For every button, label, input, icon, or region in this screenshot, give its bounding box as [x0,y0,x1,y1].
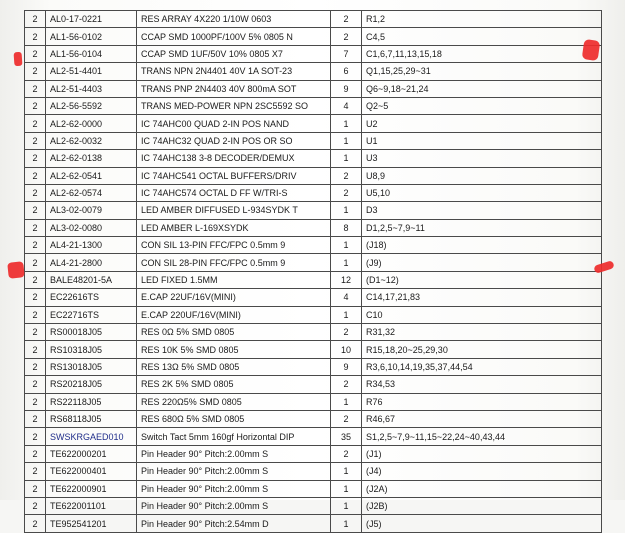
quantity-cell: 1 [331,306,362,323]
reference-designator-cell: R15,18,20~25,29,30 [362,341,602,358]
reference-designator-cell: (J5) [362,515,602,532]
reference-designator-cell: (J1) [362,445,602,462]
reference-designator-cell: U2 [362,115,602,132]
description-cell: IC 74AHC00 QUAD 2-IN POS NAND [137,115,331,132]
description-cell: CCAP SMD 1000PF/100V 5% 0805 N [137,28,331,45]
quantity-cell: 1 [331,480,362,497]
table-row [25,289,602,306]
quantity-cell: 9 [331,80,362,97]
table-row [25,184,602,201]
table-row [25,376,602,393]
reference-designator-cell: Q1,15,25,29~31 [362,63,602,80]
reference-designator-cell: R3,6,10,14,19,35,37,44,54 [362,358,602,375]
level-cell: 2 [25,515,46,532]
part-number-cell: BALE48201-5A [46,271,137,288]
description-cell: RES 2K 5% SMD 0805 [137,376,331,393]
level-cell: 2 [25,428,46,445]
reference-designator-cell: D3 [362,202,602,219]
description-cell: TRANS MED-POWER NPN 2SC5592 SO [137,97,331,114]
description-cell: CON SIL 13-PIN FFC/FPC 0.5mm 9 [137,237,331,254]
description-cell: E.CAP 220UF/16V(MINI) [137,306,331,323]
description-cell: RES 10K 5% SMD 0805 [137,341,331,358]
part-number-cell: AL2-56-5592 [46,97,137,114]
quantity-cell: 1 [331,497,362,514]
quantity-cell: 2 [331,445,362,462]
table-row [25,219,602,236]
part-number-cell: RS68118J05 [46,410,137,427]
reference-designator-cell: U8,9 [362,167,602,184]
level-cell: 2 [25,97,46,114]
table-row [25,167,602,184]
reference-designator-cell: (J4) [362,463,602,480]
table-row [25,306,602,323]
quantity-cell: 1 [331,515,362,532]
quantity-cell: 10 [331,341,362,358]
quantity-cell: 2 [331,28,362,45]
part-number-cell: RS20218J05 [46,376,137,393]
quantity-cell: 9 [331,358,362,375]
description-cell: RES 680Ω 5% SMD 0805 [137,410,331,427]
part-number-cell: RS13018J05 [46,358,137,375]
description-cell: TRANS NPN 2N4401 40V 1A SOT-23 [137,63,331,80]
part-number-cell: AL1-56-0102 [46,28,137,45]
table-row [25,28,602,45]
quantity-cell: 1 [331,202,362,219]
level-cell: 2 [25,28,46,45]
reference-designator-cell: R1,2 [362,11,602,28]
table-row [25,115,602,132]
part-number-cell: AL2-51-4401 [46,63,137,80]
description-cell: Pin Header 90° Pitch:2.54mm D [137,515,331,532]
level-cell: 2 [25,463,46,480]
red-highlight-mark [7,261,25,279]
part-number-cell: TE952541201 [46,515,137,532]
quantity-cell: 1 [331,115,362,132]
quantity-cell: 2 [331,11,362,28]
part-number-cell: TE622001101 [46,497,137,514]
reference-designator-cell: (J9) [362,254,602,271]
table-row [25,428,602,445]
reference-designator-cell: Q2~5 [362,97,602,114]
quantity-cell: 2 [331,324,362,341]
reference-designator-cell: U3 [362,150,602,167]
part-number-cell: AL2-62-0541 [46,167,137,184]
part-number-cell: AL2-62-0032 [46,132,137,149]
red-highlight-mark [582,39,601,61]
reference-designator-cell: R34,53 [362,376,602,393]
level-cell: 2 [25,237,46,254]
part-number-cell: AL4-21-2800 [46,254,137,271]
level-cell: 2 [25,132,46,149]
quantity-cell: 1 [331,463,362,480]
part-number-cell: TE622000901 [46,480,137,497]
quantity-cell: 12 [331,271,362,288]
description-cell: RES 0Ω 5% SMD 0805 [137,324,331,341]
level-cell: 2 [25,445,46,462]
reference-designator-cell: (J2A) [362,480,602,497]
level-cell: 2 [25,63,46,80]
reference-designator-cell: Q6~9,18~21,24 [362,80,602,97]
reference-designator-cell: (J18) [362,237,602,254]
table-row [25,463,602,480]
quantity-cell: 4 [331,289,362,306]
table-row [25,237,602,254]
quantity-cell: 1 [331,393,362,410]
reference-designator-cell: R76 [362,393,602,410]
part-number-cell: TE622000201 [46,445,137,462]
quantity-cell: 7 [331,45,362,62]
level-cell: 2 [25,11,46,28]
level-cell: 2 [25,410,46,427]
reference-designator-cell: C1,6,7,11,13,15,18 [362,45,602,62]
part-number-cell: AL3-02-0079 [46,202,137,219]
reference-designator-cell: U5,10 [362,184,602,201]
level-cell: 2 [25,45,46,62]
description-cell: LED AMBER DIFFUSED L-934SYDK T [137,202,331,219]
level-cell: 2 [25,219,46,236]
quantity-cell: 2 [331,410,362,427]
reference-designator-cell: U1 [362,132,602,149]
description-cell: IC 74AHC32 QUAD 2-IN POS OR SO [137,132,331,149]
level-cell: 2 [25,376,46,393]
reference-designator-cell: (D1~12) [362,271,602,288]
quantity-cell: 1 [331,254,362,271]
table-row [25,480,602,497]
table-row [25,271,602,288]
quantity-cell: 1 [331,237,362,254]
level-cell: 2 [25,324,46,341]
table-row [25,410,602,427]
part-number-cell: AL2-62-0138 [46,150,137,167]
reference-designator-cell: C10 [362,306,602,323]
reference-designator-cell: D1,2,5~7,9~11 [362,219,602,236]
reference-designator-cell: S1,2,5~7,9~11,15~22,24~40,43,44 [362,428,602,445]
description-cell: IC 74AHC138 3-8 DECODER/DEMUX [137,150,331,167]
description-cell: IC 74AHC574 OCTAL D FF W/TRI-S [137,184,331,201]
description-cell: CON SIL 28-PIN FFC/FPC 0.5mm 9 [137,254,331,271]
part-number-cell: RS22118J05 [46,393,137,410]
part-number-cell: AL2-62-0000 [46,115,137,132]
description-cell: E.CAP 22UF/16V(MINI) [137,289,331,306]
part-number-cell: EC22716TS [46,306,137,323]
description-cell: Pin Header 90° Pitch:2.00mm S [137,463,331,480]
level-cell: 2 [25,341,46,358]
quantity-cell: 2 [331,167,362,184]
table-row [25,150,602,167]
part-number-cell: AL4-21-1300 [46,237,137,254]
table-row [25,97,602,114]
part-number-cell: RS10318J05 [46,341,137,358]
level-cell: 2 [25,306,46,323]
quantity-cell: 6 [331,63,362,80]
quantity-cell: 2 [331,184,362,201]
table-row [25,202,602,219]
reference-designator-cell: C4,5 [362,28,602,45]
part-number-cell: AL0-17-0221 [46,11,137,28]
description-cell: LED AMBER L-169XSYDK [137,219,331,236]
table-row [25,11,602,28]
red-highlight-mark [14,52,23,67]
table-row [25,515,602,532]
part-number-cell: EC22616TS [46,289,137,306]
table-row [25,445,602,462]
part-number-cell: AL1-56-0104 [46,45,137,62]
quantity-cell: 8 [331,219,362,236]
level-cell: 2 [25,254,46,271]
description-cell: RES 220Ω5% SMD 0805 [137,393,331,410]
part-number-cell: AL2-51-4403 [46,80,137,97]
table-row [25,132,602,149]
part-number-cell: SWSKRGAED010 [46,428,137,445]
description-cell: IC 74AHC541 OCTAL BUFFERS/DRIV [137,167,331,184]
level-cell: 2 [25,393,46,410]
level-cell: 2 [25,497,46,514]
table-row [25,254,602,271]
table-row [25,63,602,80]
level-cell: 2 [25,115,46,132]
part-number-cell: AL2-62-0574 [46,184,137,201]
level-cell: 2 [25,358,46,375]
description-cell: LED FIXED 1.5MM [137,271,331,288]
level-cell: 2 [25,150,46,167]
level-cell: 2 [25,80,46,97]
reference-designator-cell: R46,67 [362,410,602,427]
bom-table [24,10,602,533]
level-cell: 2 [25,480,46,497]
description-cell: Pin Header 90° Pitch:2.00mm S [137,445,331,462]
table-row [25,324,602,341]
level-cell: 2 [25,271,46,288]
description-cell: Switch Tact 5mm 160gf Horizontal DIP [137,428,331,445]
part-number-cell: RS00018J05 [46,324,137,341]
part-number-cell: TE622000401 [46,463,137,480]
description-cell: CCAP SMD 1UF/50V 10% 0805 X7 [137,45,331,62]
reference-designator-cell: (J2B) [362,497,602,514]
table-row [25,358,602,375]
description-cell: RES 13Ω 5% SMD 0805 [137,358,331,375]
table-row [25,393,602,410]
description-cell: Pin Header 90° Pitch:2.00mm S [137,497,331,514]
level-cell: 2 [25,289,46,306]
quantity-cell: 2 [331,376,362,393]
reference-designator-cell: R31,32 [362,324,602,341]
quantity-cell: 1 [331,132,362,149]
description-cell: RES ARRAY 4X220 1/10W 0603 [137,11,331,28]
level-cell: 2 [25,202,46,219]
bom-table-body [25,11,602,533]
quantity-cell: 1 [331,150,362,167]
quantity-cell: 4 [331,97,362,114]
description-cell: Pin Header 90° Pitch:2.00mm S [137,480,331,497]
table-row [25,45,602,62]
table-row [25,341,602,358]
description-cell: TRANS PNP 2N4403 40V 800mA SOT [137,80,331,97]
table-row [25,497,602,514]
table-row [25,80,602,97]
quantity-cell: 35 [331,428,362,445]
part-number-cell: AL3-02-0080 [46,219,137,236]
reference-designator-cell: C14,17,21,83 [362,289,602,306]
level-cell: 2 [25,167,46,184]
level-cell: 2 [25,184,46,201]
